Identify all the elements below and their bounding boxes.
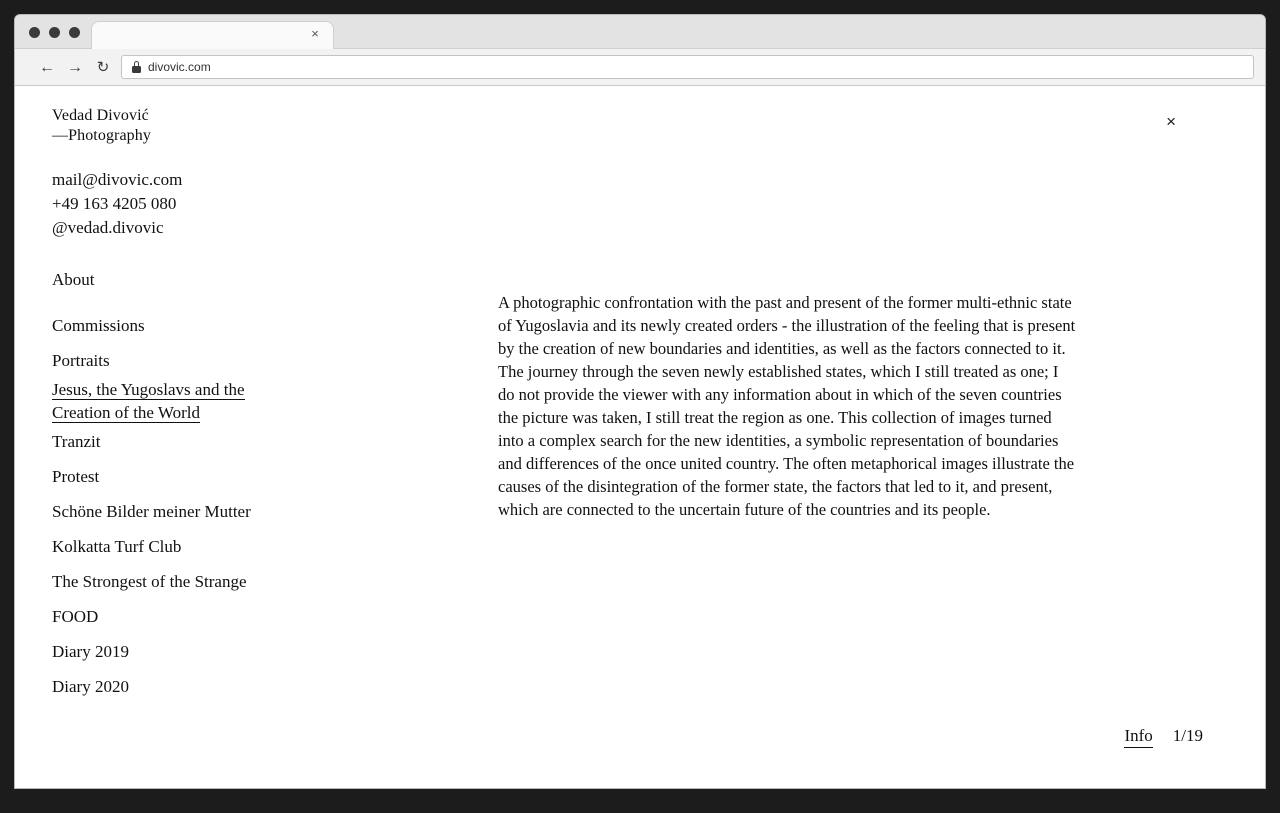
nav-item-the-strongest-of-the-strange[interactable]: The Strongest of the Strange: [52, 572, 247, 591]
nav-item-food[interactable]: FOOD: [52, 607, 99, 626]
nav-item-protest[interactable]: Protest: [52, 467, 100, 486]
browser-tab[interactable]: [91, 21, 334, 49]
lock-icon: [132, 61, 141, 74]
window-controls[interactable]: [29, 27, 80, 38]
tab-close-icon[interactable]: ×: [311, 26, 319, 41]
contact-email[interactable]: mail@divovic.com: [52, 170, 183, 189]
close-window-button[interactable]: [29, 27, 40, 38]
logo-line-2: —Photography: [52, 127, 151, 144]
nav-item-tranzit[interactable]: Tranzit: [52, 432, 101, 451]
nav-item-kolkatta-turf-club[interactable]: Kolkatta Turf Club: [52, 537, 182, 556]
minimize-window-button[interactable]: [49, 27, 60, 38]
nav-item-active-label: Jesus, the Yugoslavs and the Creation of the World: [52, 380, 245, 422]
page-content: [15, 86, 1265, 788]
info-link[interactable]: Info: [1124, 726, 1152, 748]
maximize-window-button[interactable]: [69, 27, 80, 38]
url-text: divovic.com: [148, 60, 211, 74]
browser-window: [14, 14, 1266, 789]
image-counter: 1/19: [1172, 726, 1203, 745]
contact-phone[interactable]: +49 163 4205 080: [52, 194, 177, 213]
nav-item-diary-2019[interactable]: Diary 2019: [52, 642, 129, 661]
site-logo[interactable]: [52, 106, 151, 146]
tab-strip: [15, 15, 1265, 49]
nav-item-about[interactable]: About: [52, 270, 95, 289]
forward-arrow-icon[interactable]: →: [67, 59, 83, 76]
nav-item-jesus-the-yugoslavs[interactable]: [52, 378, 252, 424]
contact-instagram[interactable]: @vedad.divovic: [52, 218, 164, 237]
page-footer: [1124, 726, 1203, 748]
site-navigation: [52, 262, 252, 704]
browser-toolbar: [15, 49, 1265, 86]
contact-block: [52, 168, 182, 240]
nav-item-diary-2020[interactable]: Diary 2020: [52, 677, 129, 696]
project-description: A photographic confrontation with the past and present of the former multi-ethnic state of Yugoslavia and its newly created orders - the illustration of the feeling that is present by the creation of new boundaries and identities, as well as the factors connected to it. The journey through the seven newly established states, which I still treated as one; I do not provide the viewer with any information about in which of the seven countries the picture was taken, I still treat the region as one. This collection of images turned into a complex search for the new identities, a symbolic representation of boundaries and differences of the once united country. The often metaphorical images illustrate the causes of the disintegration of the former state, the factors that led to it, and present, which are connected to the uncertain future of the countries and its people.: [498, 293, 1076, 519]
close-icon[interactable]: ×: [1166, 112, 1176, 131]
nav-item-portraits[interactable]: Portraits: [52, 351, 110, 370]
reload-icon[interactable]: ↻: [96, 59, 110, 76]
nav-item-schoene-bilder-meiner-mutter[interactable]: Schöne Bilder meiner Mutter: [52, 502, 251, 521]
address-bar[interactable]: [121, 55, 1254, 79]
logo-line-1: Vedad Divović: [52, 107, 149, 124]
back-arrow-icon[interactable]: ←: [39, 59, 55, 76]
nav-item-commissions[interactable]: Commissions: [52, 316, 145, 335]
